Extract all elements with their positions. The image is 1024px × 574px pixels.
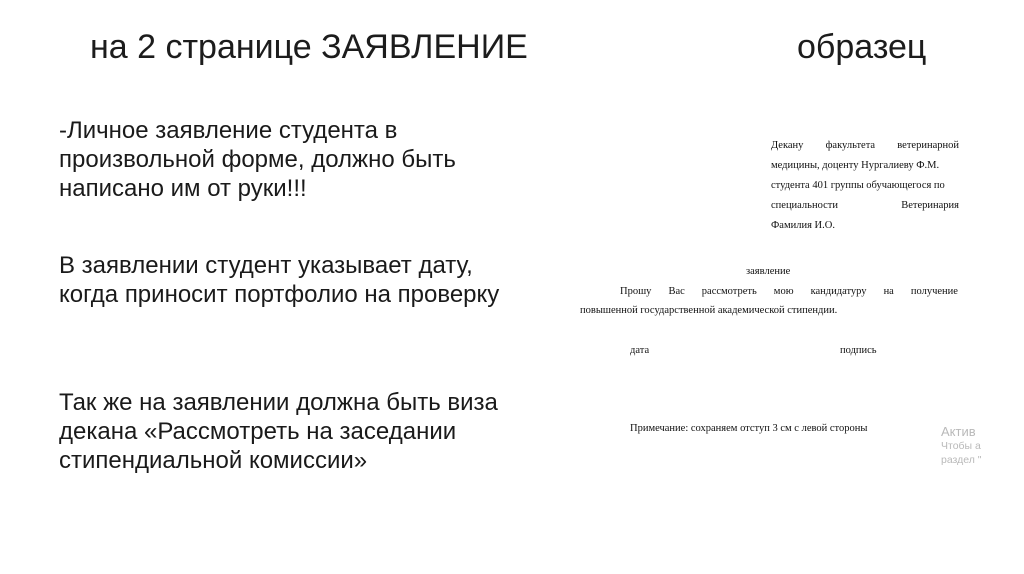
addressee-line-5: Фамилия И.О.: [771, 220, 835, 231]
request-word: мою: [773, 286, 794, 297]
request-word: кандидатуру: [810, 286, 867, 297]
request-line-2: повышенной государственной академической стипендии.: [580, 305, 838, 316]
slide-title: на 2 странице ЗАЯВЛЕНИЕ: [90, 28, 528, 66]
bullet-paragraph-1: -Личное заявление студента в произвольной форме, должно быть написано им от руки!!!: [59, 117, 456, 202]
request-word: на: [883, 286, 894, 297]
request-line-1: [620, 286, 958, 297]
slide-title-right: образец: [797, 28, 927, 66]
request-word: Вас: [668, 286, 685, 297]
addressee-word: Ветеринария: [901, 200, 959, 211]
activation-watermark: [941, 424, 982, 467]
addressee-line-1: [771, 140, 959, 151]
request-word: получение: [910, 286, 958, 297]
addressee-word: ветеринарной: [897, 140, 959, 151]
signature-label: подпись: [840, 345, 877, 356]
document-heading: заявление: [746, 266, 791, 277]
addressee-line-4: [771, 200, 959, 211]
bullet-paragraph-2: В заявлении студент указывает дату, когда приносит портфолио на проверку: [59, 252, 500, 308]
addressee-word: Декану: [771, 140, 804, 151]
bullet-paragraph-3: Так же на заявлении должна быть виза декана «Рассмотреть на заседании стипендиальной комиссии»: [59, 389, 498, 474]
request-word: Прошу: [620, 286, 652, 297]
watermark-line-1: Актив: [941, 424, 976, 439]
date-label: дата: [630, 345, 650, 356]
request-word: рассмотреть: [701, 286, 757, 297]
addressee-line-2: медицины, доценту Нургалиеву Ф.М.: [771, 160, 940, 171]
addressee-word: специальности: [771, 200, 838, 211]
watermark-line-3: раздел ": [941, 454, 982, 466]
addressee-line-3: студента 401 группы обучающегося по: [771, 180, 945, 191]
addressee-word: факультета: [825, 140, 876, 151]
watermark-line-2: Чтобы а: [941, 440, 981, 452]
document-note: Примечание: сохраняем отступ 3 см с левой стороны: [630, 423, 868, 434]
